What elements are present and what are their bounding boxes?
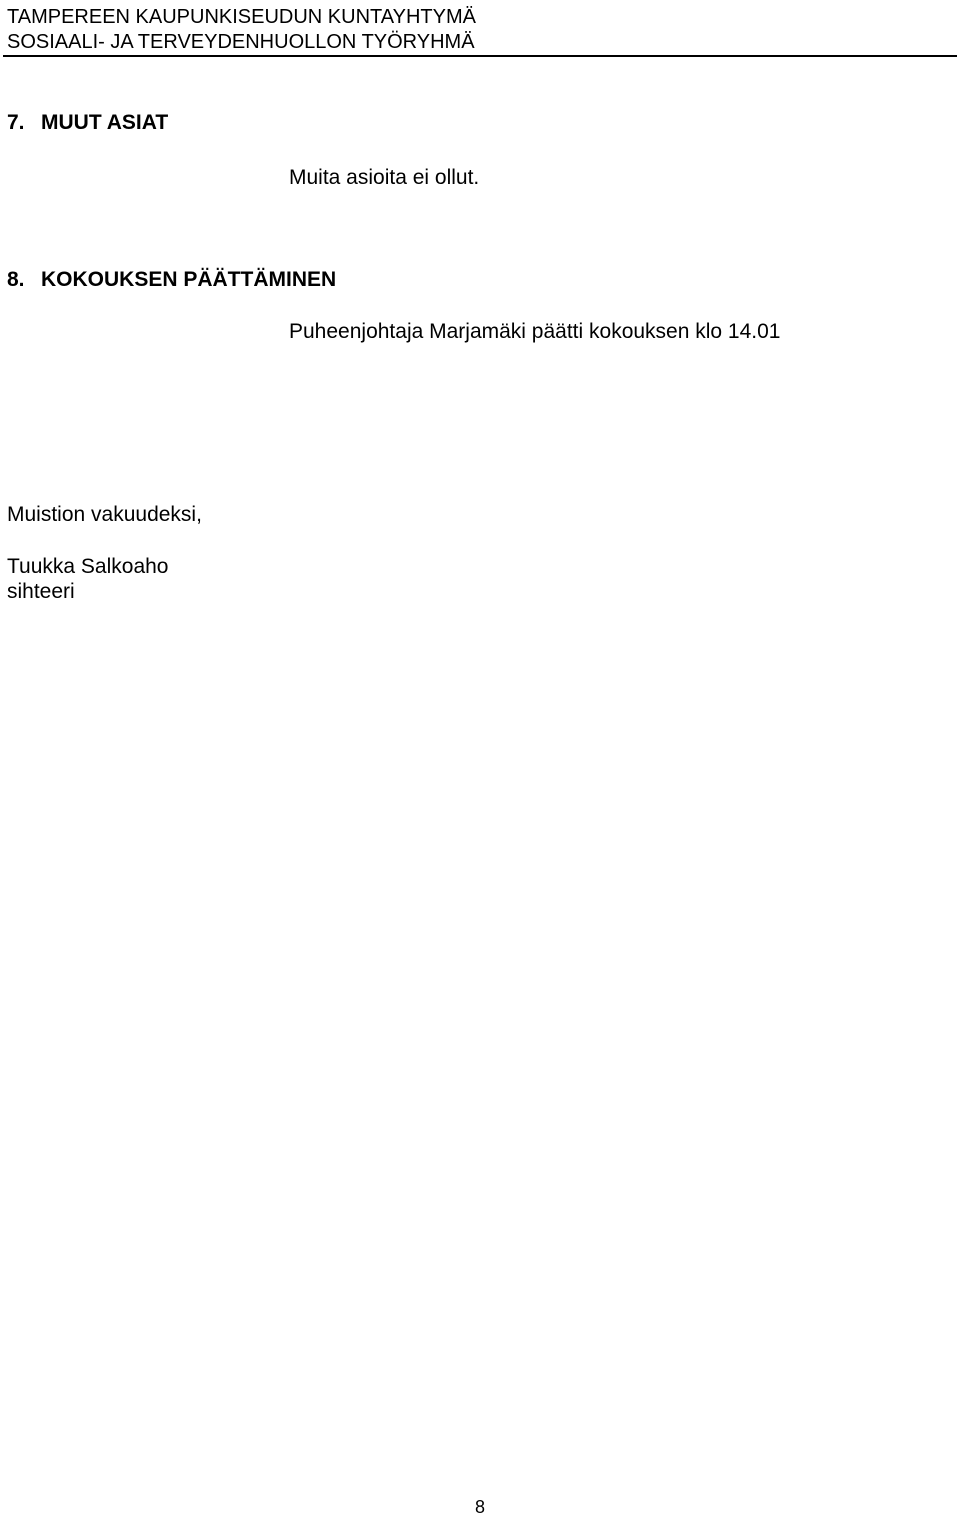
document-header (7, 5, 957, 55)
section-number: 8. (7, 268, 25, 291)
signature-name: Tuukka Salkoaho (7, 555, 169, 578)
signature-role: sihteeri (7, 580, 75, 603)
organization-name: TAMPEREEN KAUPUNKISEUDUN KUNTAYHTYMÄ (7, 6, 476, 28)
section-body-7: Muita asioita ei ollut. (289, 166, 480, 189)
section-number: 7. (7, 111, 25, 134)
working-group-name: SOSIAALI- JA TERVEYDENHUOLLON TYÖRYHMÄ (7, 31, 475, 53)
page-number: 8 (474, 1497, 485, 1517)
section-heading-7 (7, 111, 168, 135)
section-heading-8 (7, 268, 336, 292)
section-body-8: Puheenjohtaja Marjamäki päätti kokouksen klo 14.01 (289, 320, 781, 343)
section-title: KOKOUKSEN PÄÄTTÄMINEN (41, 268, 337, 291)
signature-closing: Muistion vakuudeksi, (7, 503, 202, 526)
section-title: MUUT ASIAT (41, 111, 169, 134)
header-divider (3, 55, 957, 57)
